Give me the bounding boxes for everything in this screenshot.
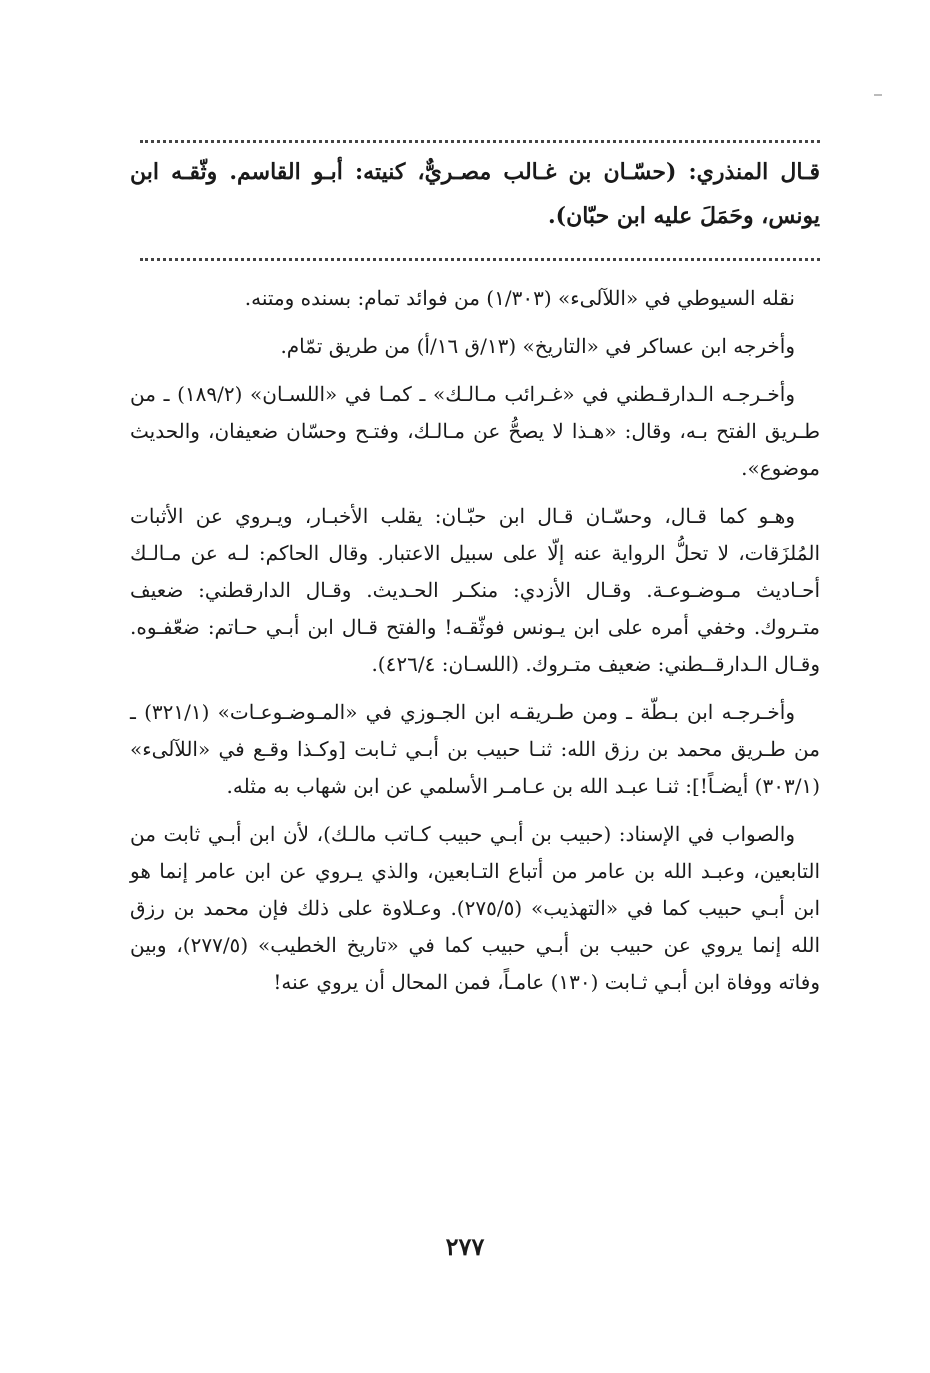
page-number: ٢٧٧ <box>445 1232 485 1261</box>
dotted-separator-top <box>140 140 820 143</box>
paragraph: نقله السيوطي في «اللآلىء» (١/٣٠٣) من فوائد تمام: بسنده ومتنه. <box>244 286 795 310</box>
commentary-text <box>130 280 820 1012</box>
paragraph: وهـو كما قـال، وحسّـان قـال ابن حبّـان: يقلب الأخبـار، ويـروي عن الأثبات المُلزَقات، لا تحلُّ الرواية عنه إلّا على سبيل الاعتبار. وقال الحاكم: لـه عن مـالـك أحـاديث مـوضـوعـة. وقـال الأزدي: منكـر الحـديث. وقـال الدارقطني: ضعيف متـروك. وخفي أمره على ابن يـونس فوثّقـه! والفتح قـال ابن أبـي حـاتم: ضعّفـوه. وقـال الـدارقــطني: ضعيف متـروك. (اللسـان: ٤٢٦/٤). <box>130 504 820 676</box>
paragraph: وأخـرجـه الـدارقـطني في «غـرائب مـالـك» ـ كمـا في «اللسـان» (١٨٩/٢) ـ من طـريق الفتح بـه، وقال: «هـذا لا يصحُّ عن مـالـك، وفتـح وحسّان ضعيفان، والحديث موضوع». <box>130 382 820 480</box>
quoted-passage: قـال المنذري: (حسّـان بن غـالب مصـريٌّ، كنيته: أبـو القاسم. وثّقـه ابن يونس، وحَمَلَ عليه ابن حبّان). <box>130 159 820 229</box>
paragraph: وأخـرجـه ابن بـطّة ـ ومن طـريقـه ابن الجـوزي في «المـوضـوعـات» (٣٢١/١) ـ من طـريق محمد بن رزق الله: ثنـا حبيب بن أبـي ثـابت [وكـذا وقـع في «اللآلىء» (٣٠٣/١) أيضـاً!]: ثنـا عبـد الله بن عـامـر الأسلمي عن ابن شهاب به مثله. <box>130 700 820 798</box>
paragraph: وأخرجه ابن عساكر في «التاريخ» (١٣/ق ١٦/أ) من طريق تمّام. <box>280 334 795 358</box>
margin-mark <box>874 94 882 96</box>
paragraph: والصواب في الإسناد: (حبيب بن أبـي حبيب كـاتب مالـك)، لأن ابن أبـي ثابت من التابعين، وعبـد الله بن عامر من أتباع التـابعين، والذي يـروي عن ابن عامر إنما هو ابن أبـي حبيب كما في «التهذيب» (٢٧٥/٥). وعـلاوة على ذلك فإن محمد بن رزق الله إنما يروي عن حبيب بن أبـي حبيب كما في «تاريخ الخطيب» (٢٧٧/٥)، وبين وفاته ووفاة ابن أبـي ثـابت (١٣٠) عامـاً، فمن المحال أن يروي عنه! <box>130 822 820 994</box>
dotted-separator-bottom <box>140 258 820 261</box>
